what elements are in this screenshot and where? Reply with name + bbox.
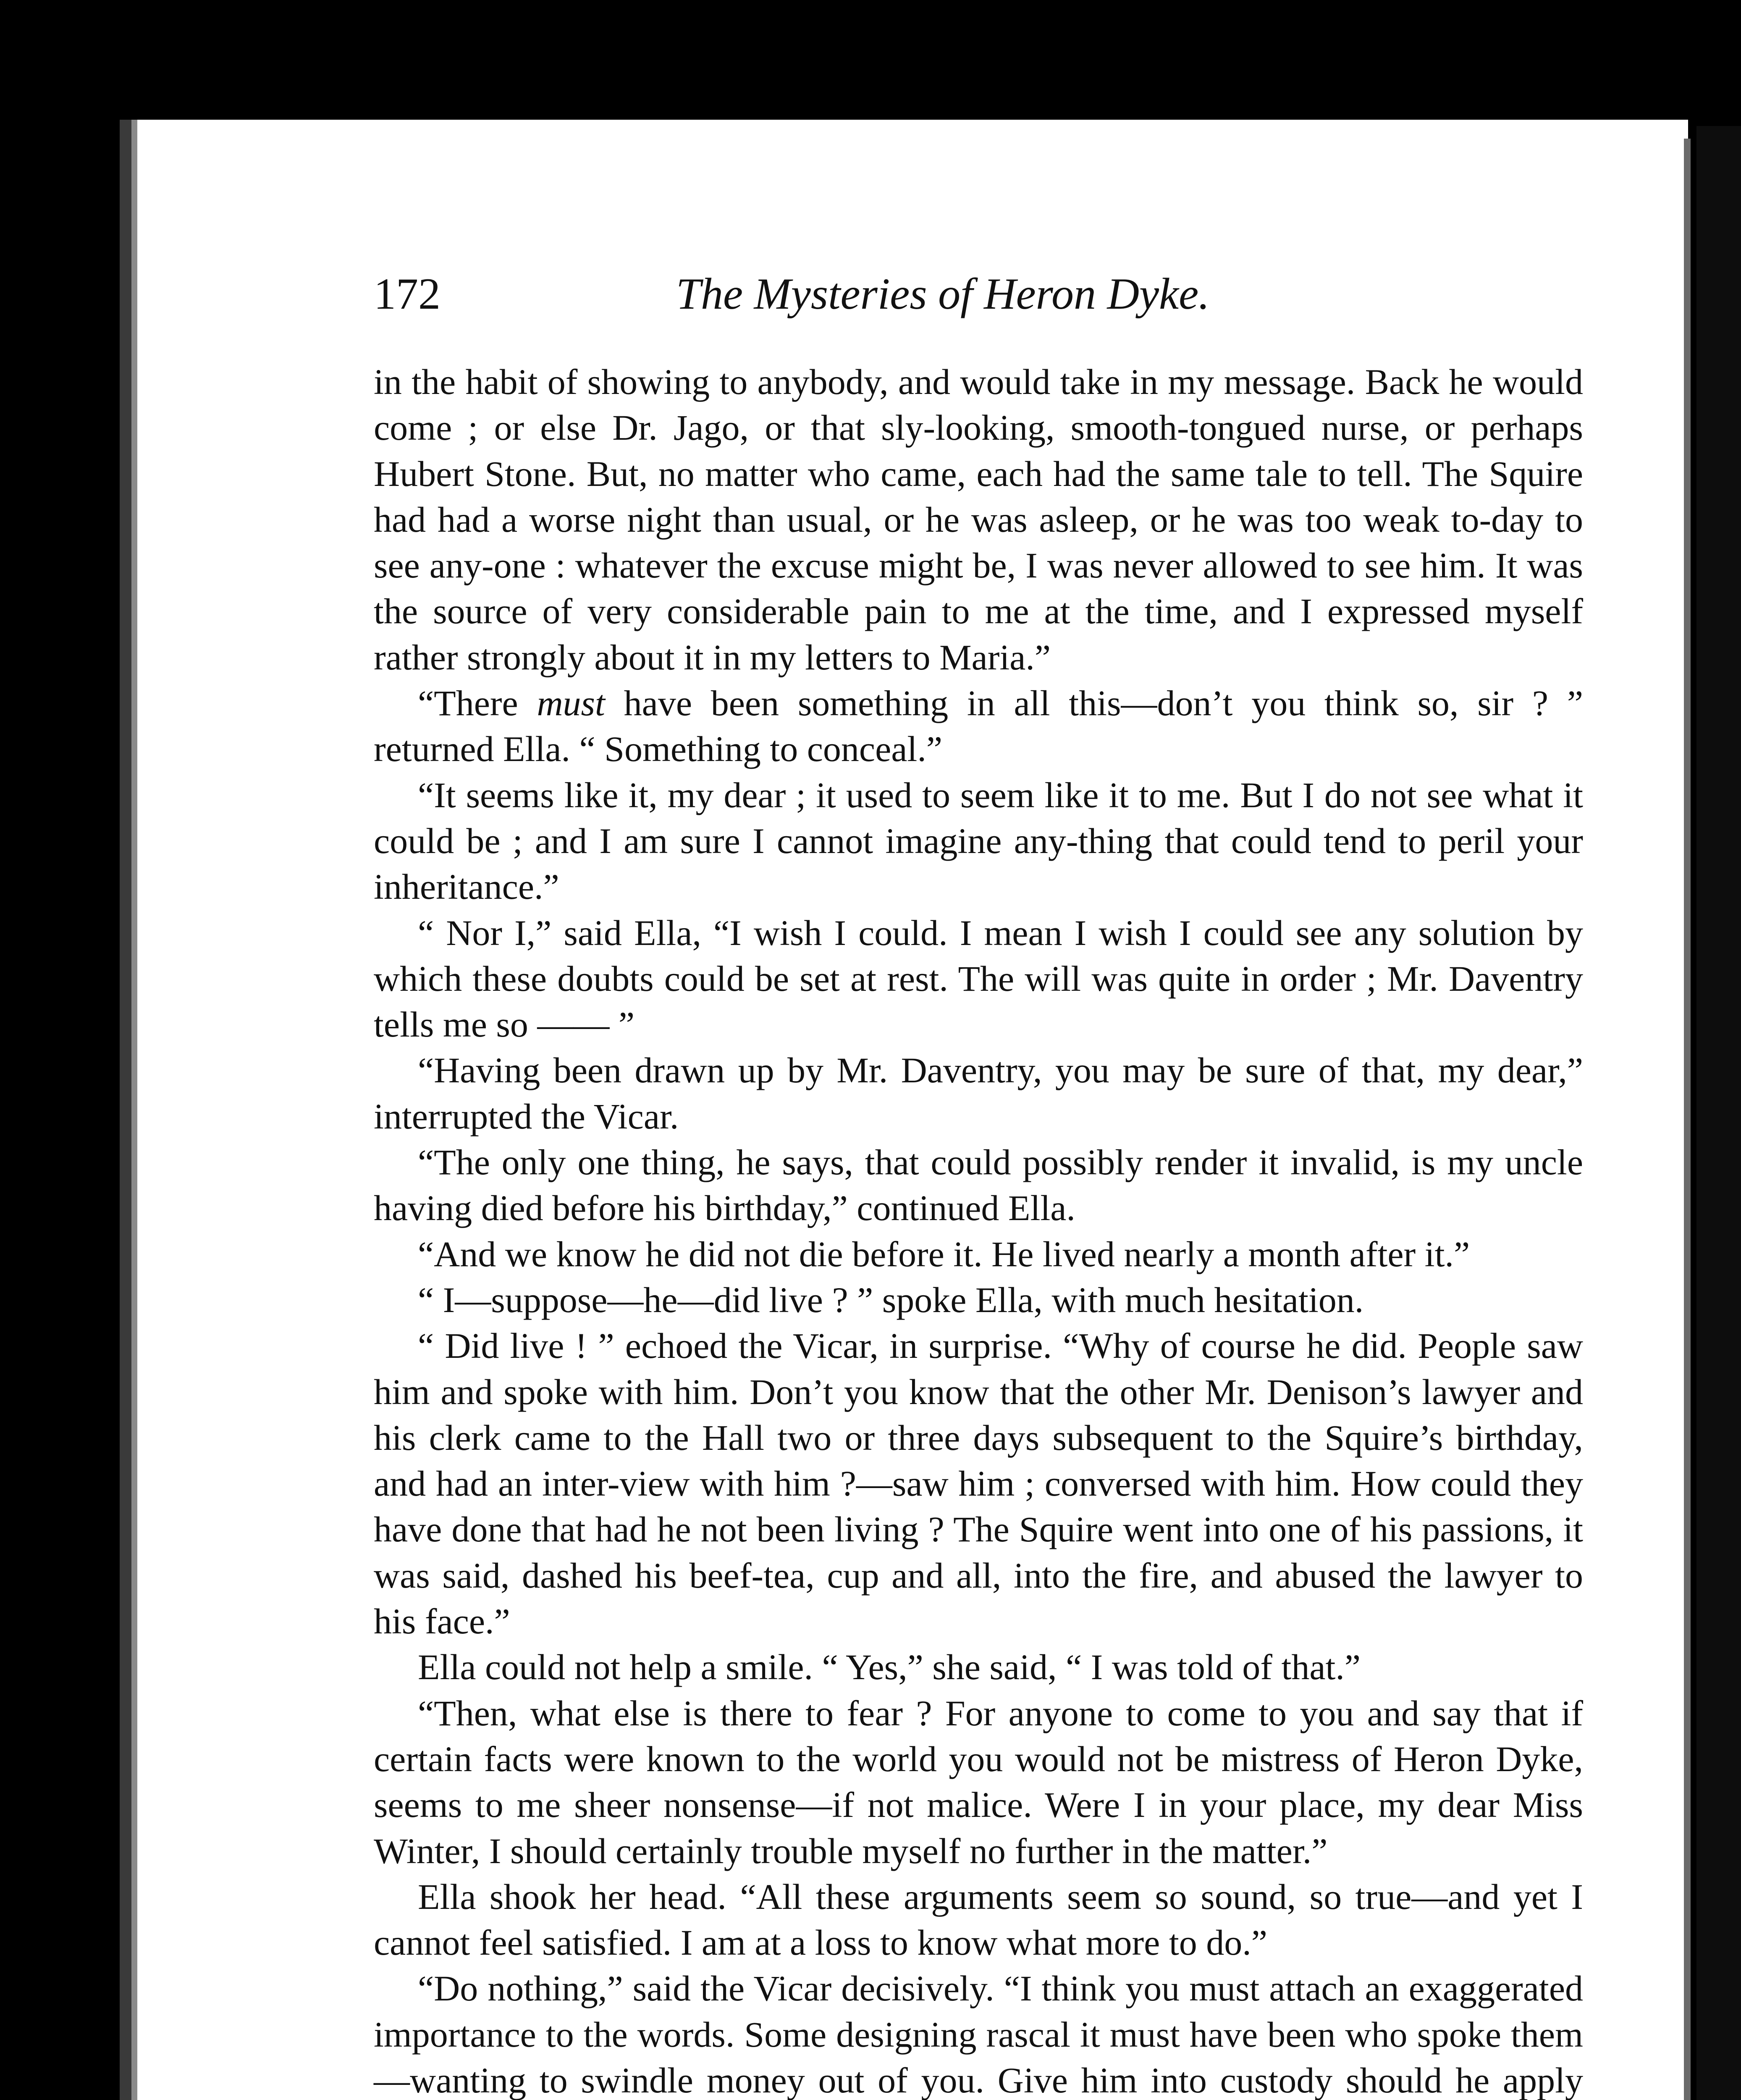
paragraph-11 bbox=[374, 1690, 1583, 1874]
paragraph-10 bbox=[374, 1644, 1583, 1690]
paragraph-text: Ella shook her head. “All these arguments seem so sound, so true—and yet I cannot feel satisfied. I am at a loss to know what more to do.” bbox=[374, 1876, 1583, 1963]
paragraph-text: “It seems like it, my dear ; it used to seem like it to me. But I do not see what it could be ; and I am sure I cannot imagine any-thing that could tend to peril your inheritance.” bbox=[374, 774, 1583, 907]
paragraph-8 bbox=[374, 1277, 1583, 1323]
paragraph-13 bbox=[374, 1966, 1583, 2100]
paragraph-3 bbox=[374, 772, 1583, 910]
paragraph-text: “ Nor I,” said Ella, “I wish I could. I mean I wish I could see any solution by which these doubts could be set at rest. The will was quite in order ; Mr. Daventry tells me so —— ” bbox=[374, 912, 1583, 1045]
adjacent-page-strip bbox=[1696, 126, 1741, 2100]
paragraph-9 bbox=[374, 1323, 1583, 1644]
paragraph-6 bbox=[374, 1139, 1583, 1231]
paragraph-12 bbox=[374, 1874, 1583, 1966]
paragraph-7 bbox=[374, 1231, 1583, 1277]
running-title: The Mysteries of Heron Dyke. bbox=[676, 269, 1210, 318]
paragraph-text: “ I—suppose—he—did live ? ” spoke Ella, with much hesitation. bbox=[418, 1279, 1364, 1320]
emphasis-text: must bbox=[537, 683, 605, 724]
paragraph-text: “Do nothing,” said the Vicar decisively. “I think you must attach an exaggerated importance to the words. Some designing rascal it must have been who spoke them—wanting to swindle money out of you. Give him into custody should he apply bbox=[374, 1968, 1583, 2100]
paragraph-text: “The only one thing, he says, that could possibly render it invalid, is my uncle having died before his birthday,” continued Ella. bbox=[374, 1142, 1583, 1228]
paragraph-text: Ella could not help a smile. “ Yes,” she said, “ I was told of that.” bbox=[418, 1647, 1361, 1688]
paragraph-text: have been something in all this—don’t you think so, sir ? ” returned Ella. “ Something to conceal.” bbox=[374, 683, 1584, 769]
body-text bbox=[374, 359, 1583, 2100]
paragraph-text: “And we know he did not die before it. He lived nearly a month after it.” bbox=[418, 1234, 1470, 1274]
paragraph-text: “Then, what else is there to fear ? For anyone to come to you and say that if certain facts were known to the world you would not be mistress of Heron Dyke, seems to me sheer nonsense—if not malice. Were I in your place, my dear Miss Winter, I should certainly trouble myself no further in the matter.” bbox=[374, 1693, 1583, 1871]
paragraph-text: “ Did live ! ” echoed the Vicar, in surprise. “Why of course he did. People saw him and spoke with him. Don’t you know that the other Mr. Denison’s lawyer and his clerk came to the Hall two or three days subsequent to the Squire’s birthday, and had an inter-view with him ?—saw him ; conversed with him. How could they have done that had he not been living ? The Squire went into one of his passions, it was said, dashed his beef-tea, cup and all, into the fire, and abused the lawyer to his face.” bbox=[374, 1326, 1583, 1642]
paragraph-text: in the habit of showing to anybody, and would take in my message. Back he would come ; or else Dr. Jago, or that sly-looking, smooth-tongued nurse, or perhaps Hubert Stone. But, no matter who came, each had the same tale to tell. The Squire had had a worse night than usual, or he was asleep, or he was too weak to-day to see any-one : whatever the excuse might be, I was never allowed to see him. It was the source of very considerable pain to me at the time, and I expressed myself rather strongly about it in my letters to Maria.” bbox=[374, 362, 1583, 677]
page-number: 172 bbox=[374, 269, 440, 318]
page-edge-shadow bbox=[1684, 139, 1691, 2100]
paragraph-text: “Having been drawn up by Mr. Daventry, you may be sure of that, my dear,” interrupted the Vicar. bbox=[374, 1050, 1583, 1137]
paragraph-text: “There bbox=[418, 683, 537, 724]
paragraph-1 bbox=[374, 359, 1583, 680]
page-header bbox=[374, 262, 1583, 326]
paragraph-5 bbox=[374, 1047, 1583, 1139]
paragraph-2 bbox=[374, 680, 1583, 772]
paragraph-4 bbox=[374, 910, 1583, 1048]
